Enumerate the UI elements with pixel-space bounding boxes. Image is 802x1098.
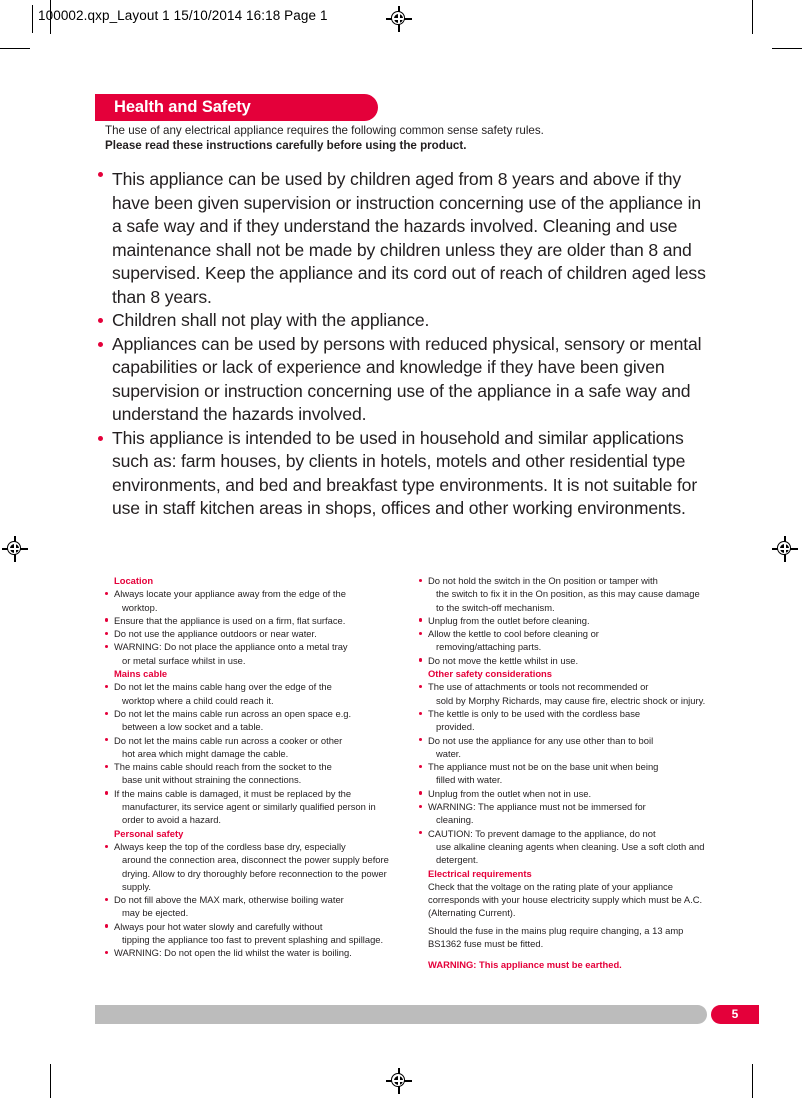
fine-print-list-item-text: Do not use the appliance for any use other than to boil <box>428 734 654 746</box>
bullet-dot-icon <box>105 632 108 635</box>
bullet-dot-icon <box>419 658 422 661</box>
page-number-badge: 5 <box>711 1005 759 1024</box>
fine-print-list-item-text: CAUTION: To prevent damage to the appliance, do not <box>428 827 656 839</box>
fine-print-list-item-continuation: removing/attaching parts. <box>436 641 542 653</box>
fine-print-list-item-text: Do not let the mains cable hang over the edge of the <box>114 681 332 693</box>
fine-print-list-item-continuation: filled with water. <box>436 774 503 786</box>
fine-print-list-item-text: Ensure that the appliance is used on a firm, flat surface. <box>114 614 346 626</box>
fine-print-list-item <box>96 946 392 959</box>
fine-print-column-right <box>410 574 706 972</box>
fine-print-list-item <box>410 827 706 867</box>
bullet-dot-icon <box>419 791 422 794</box>
fine-print-list-item <box>96 760 392 787</box>
fine-print-list-item-continuation: base unit without straining the connections. <box>122 774 302 786</box>
bullet-dot-icon <box>419 618 422 621</box>
crop-mark-bottom-left-vertical <box>50 1064 51 1098</box>
fine-print-list-item <box>96 920 392 947</box>
bullet-dot-icon <box>419 738 422 741</box>
fine-print-list-item-continuation: provided. <box>436 721 475 733</box>
fine-print-list-item-text: Do not hold the switch in the On position or tamper with <box>428 575 658 586</box>
slug-line: 100002.qxp_Layout 1 15/10/2014 16:18 Page 1 <box>38 8 328 23</box>
fine-print-list-item-text: Do not let the mains cable run across a cooker or other <box>114 734 343 746</box>
fine-print-list-item-text: The appliance must not be on the base unit when being <box>428 761 659 773</box>
fine-print-list-item-continuation: worktop where a child could reach it. <box>122 694 274 706</box>
bullet-dot-icon <box>419 632 422 635</box>
fine-print-list-item-text: WARNING: Do not open the lid whilst the water is boiling. <box>114 947 352 959</box>
fine-print-paragraph: Check that the voltage on the rating plate of your appliance corresponds with your house electricity supply which must be A.C. (Alternating Current). <box>428 880 703 919</box>
bullet-dot-icon <box>98 172 103 177</box>
section-banner <box>95 94 378 121</box>
primary-safety-item-text: Appliances can be used by persons with reduced physical, sensory or mental capabilities or lack of experience and knowledge if they have been given supervision or instruction concerning use of the appliance in a safe way and understand the hazards involved. <box>112 333 702 424</box>
fine-print-list-item <box>96 640 392 667</box>
primary-safety-item <box>96 168 708 309</box>
bullet-dot-icon <box>105 898 108 901</box>
intro-paragraph <box>105 124 715 153</box>
fine-print-list-item-continuation: hot area which might damage the cable. <box>122 747 289 759</box>
fine-print-list-item <box>96 680 392 707</box>
fine-print-list-item <box>410 760 706 787</box>
bullet-dot-icon <box>105 712 108 715</box>
fine-print-list-item-continuation: use alkaline cleaning agents when cleaning. Use a soft cloth and detergent. <box>436 840 705 866</box>
fine-print-paragraph: Should the fuse in the mains plug require changing, a 13 amp BS1362 fuse must be fitted. <box>428 924 684 950</box>
bullet-dot-icon <box>419 712 422 715</box>
primary-safety-item <box>96 333 708 427</box>
primary-safety-item-text: Children shall not play with the appliance. <box>112 310 430 330</box>
registration-mark-bottom <box>386 1068 412 1094</box>
fine-print-column-left <box>96 574 392 960</box>
fine-print-list-item-text: Always keep the top of the cordless base dry, especially <box>114 840 346 852</box>
section-title: Health and Safety <box>114 98 251 116</box>
fine-print-list-item-text: Do not fill above the MAX mark, otherwise boiling water <box>114 894 344 906</box>
fine-print-list-item-continuation: tipping the appliance too fast to prevent splashing and spillage. <box>122 934 384 946</box>
fine-print-list-item-text: The mains cable should reach from the socket to the <box>114 761 332 773</box>
fine-print-list-item-text: If the mains cable is damaged, it must be replaced by the <box>114 787 352 799</box>
fine-print-list-item-text: Allow the kettle to cool before cleaning or <box>428 628 599 640</box>
fine-print-list-item <box>410 707 706 734</box>
fine-print-list-item-continuation: between a low socket and a table. <box>122 721 264 733</box>
fine-print-subheading: Location <box>114 575 154 586</box>
bullet-dot-icon <box>105 592 108 595</box>
fine-print-list-item <box>96 840 392 893</box>
fine-print-list-item <box>410 787 706 800</box>
fine-print-list-item-text: Unplug from the outlet before cleaning. <box>428 614 590 626</box>
bullet-dot-icon <box>419 831 422 834</box>
crop-mark-top-right-vertical <box>752 0 753 34</box>
registration-mark-top <box>386 6 412 32</box>
primary-safety-item-text: This appliance can be used by children aged from 8 years and above if thy have been given supervision or instruction concerning use of the appliance in a safe way and if they understand the hazards involved. Cleaning and use maintenance shall not be made by children unless they are older than 8 and supervised. Keep the appliance and its cord out of reach of children aged less than 8 years. <box>112 169 706 307</box>
fine-print-list-item <box>410 654 706 667</box>
bullet-dot-icon <box>105 685 108 688</box>
fine-print-list-item-continuation: or metal surface whilst in use. <box>122 654 246 666</box>
bullet-dot-icon <box>98 318 103 323</box>
registration-mark-right <box>772 536 798 562</box>
fine-print-list-item-text: WARNING: The appliance must not be immersed for <box>428 801 646 813</box>
bullet-dot-icon <box>419 805 422 808</box>
fine-print-subheading: Electrical requirements <box>428 867 532 879</box>
fine-print-list-item <box>96 787 392 827</box>
bullet-dot-icon <box>419 685 422 688</box>
bullet-dot-icon <box>98 436 103 441</box>
fine-print-list-item-text: Always locate your appliance away from the edge of the <box>114 588 346 600</box>
fine-print-list-item-text: Always pour hot water slowly and carefully without <box>114 920 323 932</box>
primary-safety-item <box>96 309 708 333</box>
fine-print-list-item-text: Do not use the appliance outdoors or near water. <box>114 628 317 640</box>
fine-print-list-item-continuation: around the connection area, disconnect the power supply before drying. Allow to dry thoroughly before reconnection to the power supply. <box>122 854 389 892</box>
fine-print-subheading: Personal safety <box>114 827 184 839</box>
bullet-dot-icon <box>105 738 108 741</box>
slug-divider <box>32 5 33 33</box>
primary-safety-list <box>96 168 708 521</box>
fine-print-list-item-text: Do not move the kettle whilst in use. <box>428 654 579 666</box>
fine-print-list-item <box>410 614 706 627</box>
fine-print-subheading: Mains cable <box>114 668 168 680</box>
fine-print-list-item <box>410 800 706 827</box>
fine-print-list-item <box>410 680 706 707</box>
intro-line-2: Please read these instructions carefully before using the product. <box>105 138 467 152</box>
footer-bar <box>95 1005 707 1024</box>
crop-mark-bottom-right-vertical <box>752 1064 753 1098</box>
fine-print-list-item-continuation: cleaning. <box>436 814 474 826</box>
fine-print-warning: WARNING: This appliance must be earthed. <box>428 959 622 971</box>
bullet-dot-icon <box>98 342 103 347</box>
fine-print-list-item <box>96 707 392 734</box>
fine-print-list-item-text: The use of attachments or tools not recommended or <box>428 681 649 693</box>
fine-print-list-item <box>96 627 392 640</box>
fine-print-list-item <box>96 734 392 761</box>
fine-print-list-item-continuation: sold by Morphy Richards, may cause fire, electric shock or injury. <box>436 694 706 706</box>
bullet-dot-icon <box>105 924 108 927</box>
fine-print-list-item <box>96 587 392 614</box>
fine-print-list-item-continuation: worktop. <box>122 601 158 613</box>
crop-mark-top-left-horizontal <box>0 48 30 49</box>
bullet-dot-icon <box>419 765 422 768</box>
crop-mark-top-right-horizontal <box>772 48 802 49</box>
fine-print-list-item <box>96 614 392 627</box>
primary-safety-item <box>96 427 708 521</box>
bullet-dot-icon <box>105 791 108 794</box>
bullet-dot-icon <box>105 845 108 848</box>
fine-print-list-item <box>410 574 706 614</box>
fine-print-list-item <box>410 627 706 654</box>
fine-print-list-item-text: Unplug from the outlet when not in use. <box>428 787 592 799</box>
bullet-dot-icon <box>419 579 422 582</box>
bullet-dot-icon <box>105 765 108 768</box>
fine-print-list-item-text: The kettle is only to be used with the cordless base <box>428 707 641 719</box>
fine-print-list-item-continuation: water. <box>436 747 462 759</box>
fine-print-subheading: Other safety considerations <box>428 668 552 680</box>
registration-mark-left <box>2 536 28 562</box>
fine-print-columns <box>96 574 708 994</box>
primary-safety-item-text: This appliance is intended to be used in household and similar applications such as: farm houses, by clients in hotels, motels and other residential type environments, and bed and breakfast type environments. It is not suitable for use in staff kitchen areas in shops, offices and other working environments. <box>112 427 698 518</box>
bullet-dot-icon <box>105 645 108 648</box>
intro-line-1: The use of any electrical appliance requires the following common sense safety rules. <box>105 124 544 137</box>
bullet-dot-icon <box>105 618 108 621</box>
fine-print-list-item-text: Do not let the mains cable run across an open space e.g. <box>114 707 352 719</box>
fine-print-list-item-text: WARNING: Do not place the appliance onto a metal tray <box>114 641 348 653</box>
fine-print-list-item-continuation: may be ejected. <box>122 907 189 919</box>
fine-print-list-item-continuation: manufacturer, its service agent or similarly qualified person in order to avoid a hazard. <box>122 801 376 826</box>
fine-print-list-item <box>96 893 392 920</box>
bullet-dot-icon <box>105 951 108 954</box>
fine-print-list-item <box>410 734 706 761</box>
fine-print-list-item-continuation: the switch to fix it in the On position, as this may cause damage to the switch-off mechanism. <box>436 588 700 613</box>
